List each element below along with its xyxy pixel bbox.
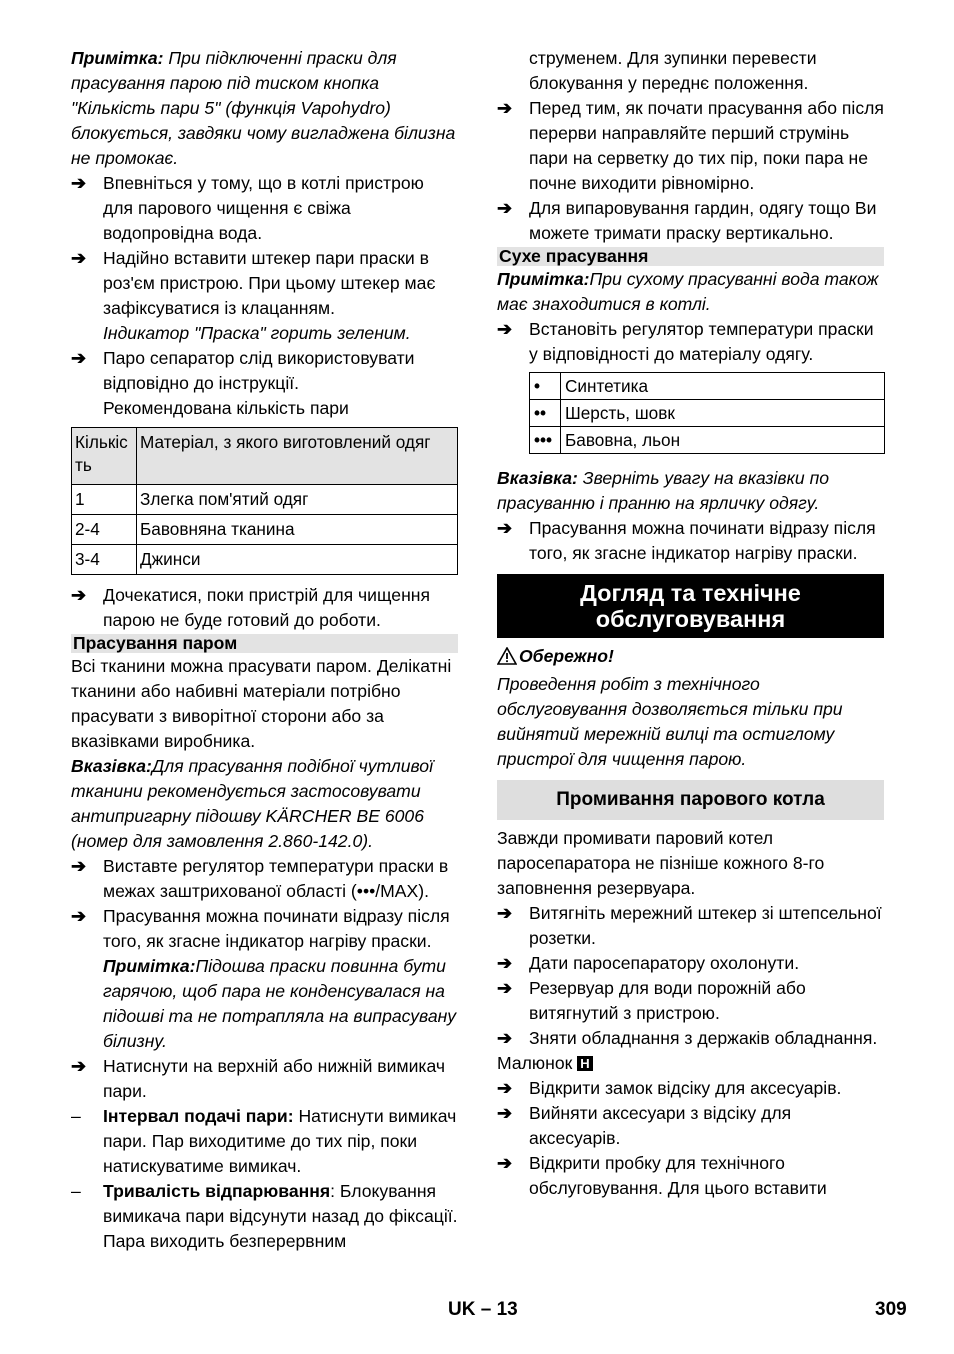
table-row xyxy=(530,427,885,454)
table-cell: ••• xyxy=(530,427,561,454)
note-text: Підошва праски повинна бути гарячою, щоб пара не конденсувалася на підошві та не потрапляла на випрасувану білизну. xyxy=(103,956,457,1051)
tip-label: Вказівка: xyxy=(71,756,152,776)
bullet-text: Для випаровування гардин, одягу тощо Ви можете тримати праску вертикально. xyxy=(529,198,877,243)
table-cell: 1 xyxy=(72,485,137,515)
bullet-text: Надійно вставити штекер пари праски в роз'єм пристрою. При цьому штекер має зафіксуватися із клацанням. xyxy=(103,248,436,318)
caution-text: Проведення робіт з технічного обслуговування дозволяється тільки при вийнятий мережній вилці та остиглому пристрої для чищення парою. xyxy=(497,674,843,769)
instruction-bullet xyxy=(71,854,458,904)
bullet-text: Прасування можна починати відразу після того, як згасне індикатор нагріву праски. xyxy=(103,906,450,951)
table-cell: Бавовняна тканина xyxy=(137,515,458,545)
table-cell: Злегка пом'ятий одяг xyxy=(137,485,458,515)
tip-text: Для прасування подібної чутливої тканини рекомендується застосовувати антипригарну підошву KÄRCHER BE 6006 (номер для замовлення 2.860-142.0). xyxy=(71,756,433,851)
arrow-right-icon: ➔ xyxy=(497,1153,513,1173)
instruction-bullet xyxy=(497,901,884,951)
table-cell: 2-4 xyxy=(72,515,137,545)
note-label: Примітка: xyxy=(71,48,164,68)
temperature-table xyxy=(529,372,885,454)
instruction-bullet xyxy=(71,583,458,633)
body-paragraph: Завжди промивати паровий котел паросепаратора не пізніше кожного 8-го заповнення резервуара. xyxy=(497,828,825,898)
arrow-right-icon: ➔ xyxy=(71,248,87,268)
note-text: При підключенні праски для прасування парою під тиском кнопка "Кількість пари 5" (функція Vapohydro) блокується, завдяки чому вигладжена білизна не промокає. xyxy=(71,48,456,168)
table-header-row xyxy=(72,428,458,485)
right-column xyxy=(497,46,884,1201)
table-cell: Синтетика xyxy=(561,373,885,400)
result-text: Індикатор "Праска" горить зеленим. xyxy=(103,323,411,343)
section-heading-dry-ironing: Сухе прасування xyxy=(497,247,884,266)
arrow-right-icon: ➔ xyxy=(497,978,513,998)
dash-label: Тривалість відпарювання xyxy=(103,1181,331,1201)
arrow-right-icon: ➔ xyxy=(497,1103,513,1123)
bullet-text: Витягніть мережний штекер зі штепсельної розетки. xyxy=(529,903,882,948)
table-cell: •• xyxy=(530,400,561,427)
instruction-bullet xyxy=(497,951,884,976)
arrow-right-icon: ➔ xyxy=(71,906,87,926)
caution-label: Обережно! xyxy=(519,646,614,666)
dash-text: Натиснути вимикач пари. Пар виходитиме до тих пір, поки натискуватиме вимикач. xyxy=(103,1106,457,1176)
tip-paragraph xyxy=(497,466,884,516)
arrow-right-icon: ➔ xyxy=(71,1056,87,1076)
table-cell: Джинси xyxy=(137,545,458,575)
note-text: При сухому прасуванні вода також має знаходитися в котлі. xyxy=(497,269,879,314)
tip-label: Вказівка: xyxy=(497,468,578,488)
tip-text: Зверніть увагу на вказівки по прасуванню і пранню на ярличку одягу. xyxy=(497,468,830,513)
arrow-right-icon: ➔ xyxy=(497,518,513,538)
table-cell: Бавовна, льон xyxy=(561,427,885,454)
table-row xyxy=(530,400,885,427)
arrow-right-icon: ➔ xyxy=(497,98,513,118)
section-heading-flushing: Промивання парового котла xyxy=(497,780,884,820)
body-paragraph: Всі тканини можна прасувати паром. Делікатні тканини або набивні матеріали потрібно прасувати з виворітної сторони або за вказівками виробника. xyxy=(71,656,452,751)
table-cell: 3-4 xyxy=(72,545,137,575)
bullet-text: Перед тим, як почати прасування або після перерви направляйте перший струмінь пари на серветку до тих пір, поки пара не почне виходити рівномірно. xyxy=(529,98,884,193)
chapter-title: Догляд та технічне обслуговування xyxy=(497,574,884,638)
note-paragraph xyxy=(497,267,884,317)
arrow-right-icon: ➔ xyxy=(497,1028,513,1048)
note-paragraph xyxy=(71,954,458,1054)
arrow-right-icon: ➔ xyxy=(71,585,87,605)
table-row xyxy=(72,545,458,575)
left-column xyxy=(71,46,458,1254)
continued-text: струменем. Для зупинки перевести блокування у переднє положення. xyxy=(529,48,817,93)
bullet-text: Дочекатися, поки пристрій для чищення парою не буде готовий до роботи. xyxy=(103,585,431,630)
instruction-bullet xyxy=(497,317,884,367)
dash-item xyxy=(71,1104,458,1179)
instruction-bullet xyxy=(71,171,458,246)
note-label: Примітка: xyxy=(103,956,196,976)
bullet-text: Виставте регулятор температури праски в межах заштрихованої області (•••/MAX). xyxy=(103,856,449,901)
instruction-bullet xyxy=(71,346,458,396)
dash-item xyxy=(71,1179,458,1254)
bullet-text: Відкрити замок відсіку для аксесуарів. xyxy=(529,1078,842,1098)
bullet-text: Впевніться у тому, що в котлі пристрою для парового чищення є свіжа водопровідна вода. xyxy=(103,173,424,243)
steam-amount-table xyxy=(71,427,458,575)
note-label: Примітка: xyxy=(497,269,590,289)
figure-label: Малюнок xyxy=(497,1053,573,1073)
instruction-bullet xyxy=(497,1076,884,1101)
arrow-right-icon: ➔ xyxy=(71,348,87,368)
dash-marker: – xyxy=(71,1106,81,1126)
table-row xyxy=(530,373,885,400)
bullet-text: Дати паросепаратору охолонути. xyxy=(529,953,800,973)
arrow-right-icon: ➔ xyxy=(497,953,513,973)
figure-letter-badge: H xyxy=(577,1056,592,1071)
table-cell: Шерсть, шовк xyxy=(561,400,885,427)
instruction-bullet xyxy=(497,1151,884,1201)
bullet-text: Відкрити пробку для технічного обслуговування. Для цього вставити xyxy=(529,1153,827,1198)
table-cell: • xyxy=(530,373,561,400)
table-row xyxy=(72,515,458,545)
page-label: UK – 13 xyxy=(448,1299,518,1320)
table-header-cell: Кількіс ть xyxy=(72,428,137,485)
instruction-bullet xyxy=(497,96,884,196)
bullet-text: Встановіть регулятор температури праски у відповідності до матеріалу одягу. xyxy=(529,319,874,364)
bullet-text: Резервуар для води порожній або витягнутий з пристрою. xyxy=(529,978,806,1023)
bullet-text: Натиснути на верхній або нижній вимикач пари. xyxy=(103,1056,446,1101)
dash-text: : Блокування вимикача пари відсунути назад до фіксації. Пара виходить безперервним xyxy=(103,1181,458,1251)
instruction-bullet xyxy=(497,976,884,1026)
caution-heading xyxy=(497,644,884,672)
bullet-text: Прасування можна починати відразу після того, як згасне індикатор нагріву праски. xyxy=(529,518,876,563)
table-row xyxy=(72,485,458,515)
instruction-bullet xyxy=(497,1026,884,1051)
arrow-right-icon: ➔ xyxy=(497,198,513,218)
instruction-bullet xyxy=(497,516,884,566)
instruction-bullet xyxy=(71,246,458,321)
arrow-right-icon: ➔ xyxy=(71,173,87,193)
arrow-right-icon: ➔ xyxy=(71,856,87,876)
table-header-cell: Матеріал, з якого виготовлений одяг xyxy=(137,428,458,485)
arrow-right-icon: ➔ xyxy=(497,903,513,923)
dash-label: Інтервал подачі пари: xyxy=(103,1106,294,1126)
tip-paragraph xyxy=(71,754,458,854)
bullet-text: Паро сепаратор слід використовувати відповідно до інструкції. xyxy=(103,348,415,393)
instruction-bullet xyxy=(71,904,458,954)
section-heading-steam-ironing: Прасування паром xyxy=(71,634,458,653)
bullet-text: Зняти обладнання з держаків обладнання. xyxy=(529,1028,878,1048)
arrow-right-icon: ➔ xyxy=(497,319,513,339)
dash-marker: – xyxy=(71,1181,81,1201)
table-caption: Рекомендована кількість пари xyxy=(103,398,349,418)
figure-reference xyxy=(497,1051,884,1076)
instruction-bullet xyxy=(71,1054,458,1104)
instruction-bullet xyxy=(497,1101,884,1151)
instruction-bullet xyxy=(497,196,884,246)
warning-triangle-icon xyxy=(497,647,519,672)
note-paragraph xyxy=(71,46,458,171)
page-number: 309 xyxy=(875,1299,907,1320)
bullet-text: Вийняти аксесуари з відсіку для аксесуарів. xyxy=(529,1103,792,1148)
arrow-right-icon: ➔ xyxy=(497,1078,513,1098)
